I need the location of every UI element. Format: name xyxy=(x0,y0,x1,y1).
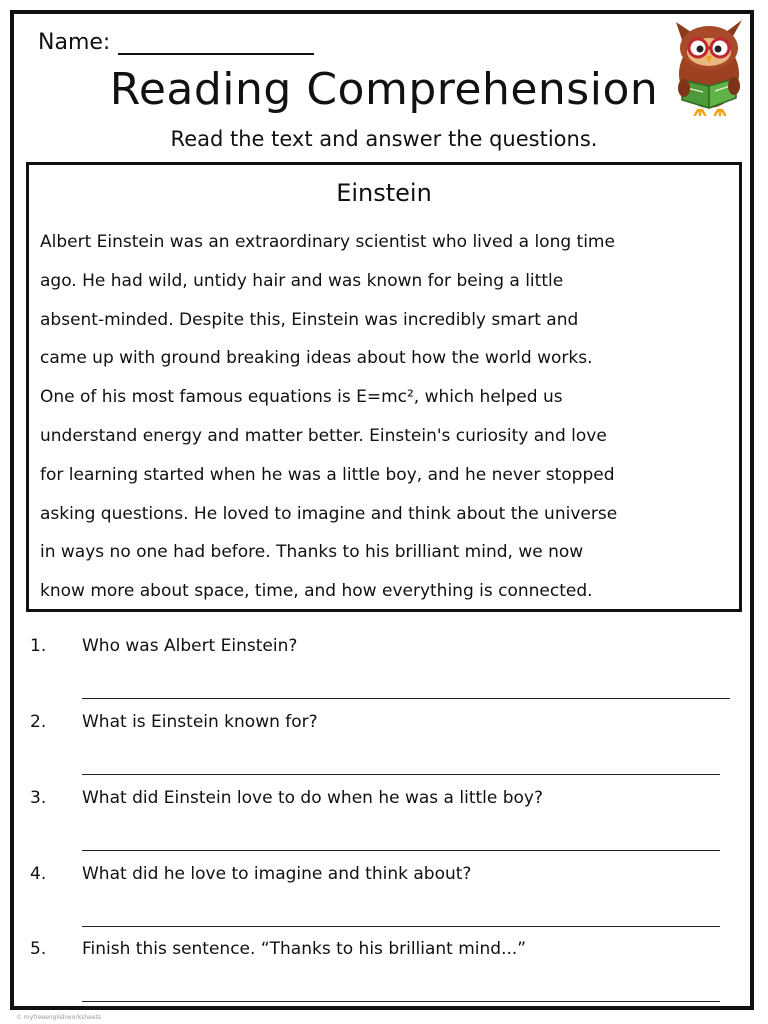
page-title: Reading Comprehension xyxy=(109,64,659,115)
page-subtitle: Read the text and answer the questions. xyxy=(170,127,598,151)
story-line: absent-minded. Despite this, Einstein was incredibly smart and xyxy=(40,309,579,330)
name-blank-line[interactable] xyxy=(118,33,314,55)
story-line: understand energy and matter better. Einstein's curiosity and love xyxy=(40,425,607,446)
copyright-credit: © myfreeenglishworksheets xyxy=(16,1014,102,1021)
question-3 xyxy=(0,788,768,864)
story-title: Einstein xyxy=(336,179,432,207)
story-line: for learning started when he was a little boy, and he never stopped xyxy=(40,464,615,485)
question-number: 4. xyxy=(30,864,47,884)
question-text: What did Einstein love to do when he was a little boy? xyxy=(82,788,544,808)
name-row xyxy=(38,30,314,55)
answer-line[interactable] xyxy=(82,926,720,927)
question-2 xyxy=(0,712,768,788)
owl-reading-book-icon xyxy=(670,18,748,116)
question-text: What is Einstein known for? xyxy=(82,712,318,732)
name-label: Name: xyxy=(38,30,111,55)
question-text: Finish this sentence. “Thanks to his brilliant mind...” xyxy=(82,939,527,959)
story-line: ago. He had wild, untidy hair and was known for being a little xyxy=(40,270,564,291)
story-line: in ways no one had before. Thanks to his brilliant mind, we now xyxy=(40,542,584,563)
answer-line[interactable] xyxy=(82,1001,720,1002)
answer-line[interactable] xyxy=(82,774,720,775)
answer-line[interactable] xyxy=(82,850,720,851)
question-text: Who was Albert Einstein? xyxy=(82,636,298,656)
question-1 xyxy=(0,636,768,712)
story-box xyxy=(26,162,742,612)
question-number: 2. xyxy=(30,712,47,732)
question-number: 5. xyxy=(30,939,47,959)
question-5 xyxy=(0,939,768,1015)
question-number: 1. xyxy=(30,636,47,656)
story-text xyxy=(40,223,730,611)
story-line: came up with ground breaking ideas about how the world works. xyxy=(40,348,593,369)
answer-line[interactable] xyxy=(82,698,730,699)
question-4 xyxy=(0,864,768,940)
story-line: Albert Einstein was an extraordinary scientist who lived a long time xyxy=(40,232,615,252)
story-line: know more about space, time, and how everything is connected. xyxy=(40,581,593,602)
story-line: asking questions. He loved to imagine and think about the universe xyxy=(40,503,618,524)
question-text: What did he love to imagine and think about? xyxy=(82,864,472,884)
question-number: 3. xyxy=(30,788,47,808)
story-line: One of his most famous equations is E=mc², which helped us xyxy=(40,387,563,408)
